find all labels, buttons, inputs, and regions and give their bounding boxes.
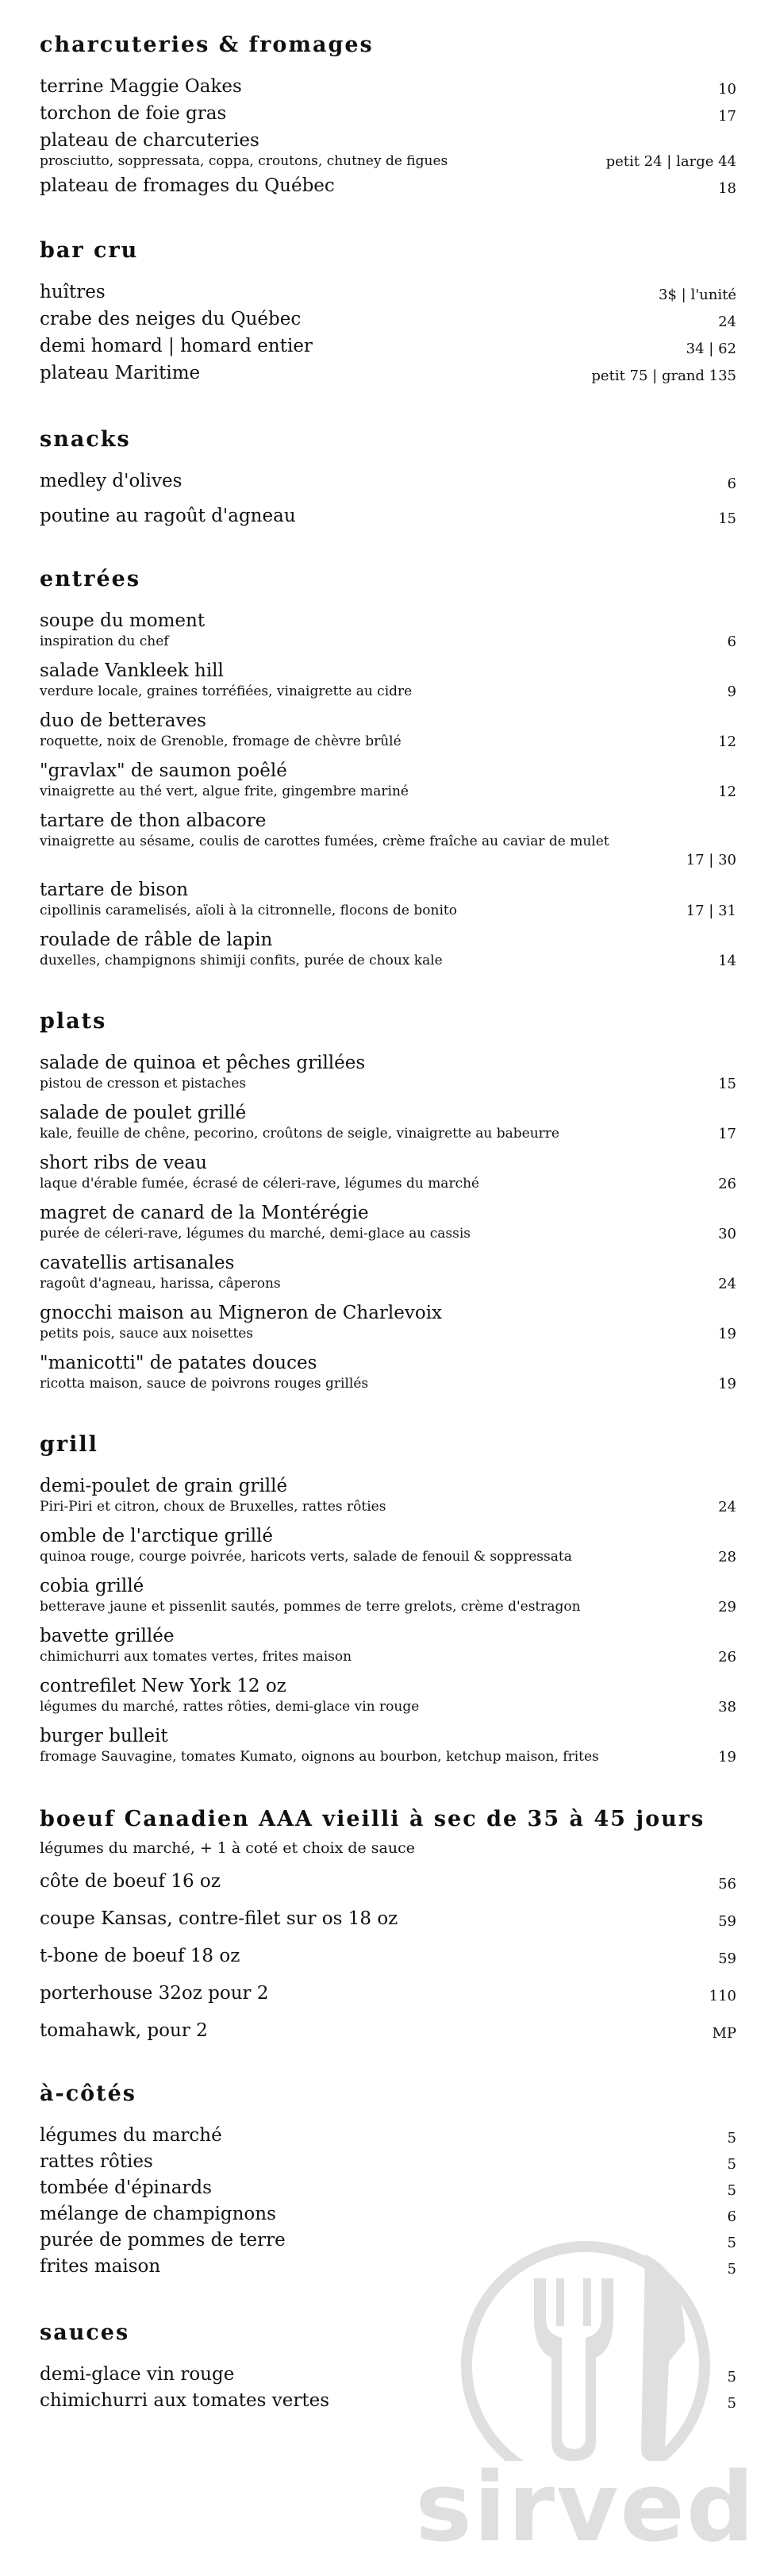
- item-description: inspiration du chef: [40, 633, 169, 649]
- menu-item: [40, 928, 736, 970]
- item-name: tartare de bison: [40, 880, 189, 900]
- item-price: 17 | 30: [686, 852, 736, 868]
- item-description: vinaigrette au sésame, coulis de carottes fumées, crème fraîche au caviar de mulet: [40, 834, 609, 849]
- menu-item: [40, 2176, 736, 2200]
- item-price: 14: [718, 953, 736, 969]
- item-price: 10: [718, 81, 736, 98]
- item-name: burger bulleit: [40, 1726, 168, 1746]
- section-title: plats: [40, 1009, 107, 1034]
- item-name: short ribs de veau: [40, 1153, 207, 1173]
- item-price: 56: [718, 1876, 736, 1893]
- menu-item: [40, 361, 736, 385]
- menu-item: [40, 1351, 736, 1393]
- item-name: chimichurri aux tomates vertes: [40, 2390, 330, 2411]
- menu-item: [40, 1101, 736, 1143]
- item-name: "gravlax" de saumon poêlé: [40, 760, 287, 781]
- item-price: 12: [718, 734, 736, 750]
- item-price: 26: [718, 1176, 736, 1192]
- fork-knife-icon: [415, 2223, 756, 2461]
- item-price: 28: [718, 1549, 736, 1565]
- item-name: plateau de fromages du Québec: [40, 175, 335, 196]
- item-name: tombée d'épinards: [40, 2177, 212, 2198]
- menu-item: [40, 1624, 736, 1666]
- item-description: fromage Sauvagine, tomates Kumato, oignons au bourbon, ketchup maison, frites: [40, 1749, 599, 1765]
- item-price: 17 | 31: [686, 903, 736, 919]
- menu-item: [40, 1201, 736, 1243]
- item-name: poutine au ragoût d'agneau: [40, 506, 296, 526]
- item-price: 5: [727, 2369, 736, 2385]
- item-price: 24: [718, 314, 736, 330]
- item-price: 18: [718, 180, 736, 197]
- item-price: 110: [709, 1988, 736, 2004]
- watermark-text: sirved: [415, 2453, 756, 2563]
- menu-item: [40, 759, 736, 801]
- menu-item: [40, 1301, 736, 1343]
- section-title: bar cru: [40, 238, 139, 263]
- menu-item: [40, 709, 736, 751]
- item-name: duo de betteraves: [40, 710, 206, 731]
- item-name: medley d'olives: [40, 471, 183, 491]
- item-name: huîtres: [40, 282, 106, 302]
- item-description: ragoût d'agneau, harissa, câperons: [40, 1276, 281, 1292]
- item-price: 30: [718, 1226, 736, 1242]
- section-bar-cru: [40, 237, 736, 385]
- item-price: 26: [718, 1649, 736, 1665]
- menu: [40, 32, 736, 2444]
- item-price: 6: [727, 476, 736, 492]
- menu-item: [40, 129, 736, 171]
- section-grill: [40, 1431, 736, 1766]
- item-price: MP: [712, 2025, 736, 2042]
- item-name: soupe du moment: [40, 610, 206, 631]
- item-name: cobia grillé: [40, 1576, 144, 1596]
- item-price: 17: [718, 1126, 736, 1142]
- item-description: petits pois, sauce aux noisettes: [40, 1326, 253, 1342]
- menu-item: [40, 809, 736, 870]
- item-name: plateau Maritime: [40, 363, 201, 383]
- section-charcuteries: [40, 32, 736, 198]
- section-snacks: [40, 426, 736, 528]
- item-price: 24: [718, 1499, 736, 1515]
- item-price: 5: [727, 2130, 736, 2147]
- menu-item: [40, 307, 736, 331]
- item-price: 19: [718, 1376, 736, 1392]
- item-description: vinaigrette au thé vert, algue frite, gingembre mariné: [40, 784, 409, 799]
- menu-item: [40, 609, 736, 651]
- sirved-watermark: [415, 2223, 756, 2563]
- item-name: t-bone de boeuf 18 oz: [40, 1946, 240, 1966]
- item-price: 5: [727, 2261, 736, 2278]
- item-price: 12: [718, 784, 736, 800]
- item-price: 19: [718, 1749, 736, 1765]
- item-name: tartare de thon albacore: [40, 811, 267, 831]
- item-description: laque d'érable fumée, écrasé de céleri-rave, légumes du marché: [40, 1176, 480, 1192]
- menu-item: [40, 174, 736, 198]
- menu-item: [40, 1907, 736, 1931]
- item-price: 5: [727, 2235, 736, 2251]
- section-boeuf: [40, 1806, 736, 2043]
- item-name: torchon de foie gras: [40, 103, 227, 124]
- item-name: plateau de charcuteries: [40, 130, 259, 151]
- menu-item: [40, 1981, 736, 2005]
- item-name: "manicotti" de patates douces: [40, 1353, 317, 1373]
- menu-item: [40, 1869, 736, 1893]
- item-name: demi homard | homard entier: [40, 336, 313, 356]
- menu-item: [40, 1251, 736, 1293]
- item-price: petit 75 | grand 135: [591, 368, 736, 384]
- item-name: contrefilet New York 12 oz: [40, 1676, 286, 1696]
- menu-item: [40, 1051, 736, 1093]
- item-description: cipollinis caramelisés, aïoli à la citronnelle, flocons de bonito: [40, 903, 457, 918]
- item-name: rattes rôties: [40, 2151, 153, 2172]
- item-price: 5: [727, 2395, 736, 2412]
- item-description: prosciutto, soppressata, coppa, croutons, chutney de figues: [40, 153, 448, 169]
- item-description: duxelles, champignons shimiji confits, purée de choux kale: [40, 953, 443, 968]
- item-name: gnocchi maison au Migneron de Charlevoix: [40, 1303, 443, 1323]
- item-name: magret de canard de la Montérégie: [40, 1203, 369, 1223]
- section-plats: [40, 1008, 736, 1393]
- item-name: terrine Maggie Oakes: [40, 76, 242, 97]
- menu-item: [40, 2150, 736, 2174]
- item-name: légumes du marché: [40, 2125, 222, 2146]
- menu-item: [40, 1474, 736, 1516]
- item-name: frites maison: [40, 2256, 161, 2277]
- item-price: 5: [727, 2182, 736, 2199]
- menu-item: [40, 2124, 736, 2147]
- item-price: 9: [727, 683, 736, 700]
- item-description: quinoa rouge, courge poivrée, haricots verts, salade de fenouil & soppressata: [40, 1549, 572, 1565]
- item-name: coupe Kansas, contre-filet sur os 18 oz: [40, 1908, 398, 1929]
- item-price: 59: [718, 1913, 736, 1930]
- menu-item: [40, 75, 736, 98]
- item-name: porterhouse 32oz pour 2: [40, 1983, 269, 2004]
- menu-item: [40, 334, 736, 358]
- menu-item: [40, 1724, 736, 1766]
- item-description: betterave jaune et pissenlit sautés, pommes de terre grelots, crème d'estragon: [40, 1599, 581, 1615]
- item-price: 15: [718, 510, 736, 527]
- item-description: verdure locale, graines torréfiées, vinaigrette au cidre: [40, 683, 413, 699]
- menu-item: [40, 102, 736, 125]
- menu-item: [40, 1674, 736, 1716]
- item-name: côte de boeuf 16 oz: [40, 1871, 221, 1892]
- item-price: 6: [727, 633, 736, 650]
- item-price: 38: [718, 1699, 736, 1715]
- section-title: à-côtés: [40, 2081, 136, 2106]
- menu-item: [40, 504, 736, 528]
- menu-item: [40, 1524, 736, 1566]
- section-subtitle: légumes du marché, + 1 à coté et choix de sauce: [40, 1839, 416, 1857]
- section-title: boeuf Canadien AAA vieilli à sec de 35 à 45 jours: [40, 1807, 705, 1831]
- item-price: 15: [718, 1076, 736, 1092]
- item-description: ricotta maison, sauce de poivrons rouges grillés: [40, 1376, 369, 1392]
- item-name: omble de l'arctique grillé: [40, 1526, 274, 1546]
- section-title: entrées: [40, 567, 141, 591]
- item-name: salade de quinoa et pêches grillées: [40, 1053, 366, 1073]
- item-price: 6: [727, 2208, 736, 2225]
- item-description: Piri-Piri et citron, choux de Bruxelles, rattes rôties: [40, 1499, 386, 1515]
- item-description: chimichurri aux tomates vertes, frites maison: [40, 1649, 352, 1665]
- item-price: 59: [718, 1950, 736, 1967]
- item-name: tomahawk, pour 2: [40, 2020, 208, 2041]
- item-price: 29: [718, 1599, 736, 1615]
- section-entrees: [40, 566, 736, 970]
- item-name: demi-glace vin rouge: [40, 2364, 235, 2385]
- section-title: sauces: [40, 2320, 130, 2345]
- menu-item: [40, 1944, 736, 1968]
- section-title: charcuteries & fromages: [40, 33, 374, 57]
- item-name: demi-poulet de grain grillé: [40, 1476, 288, 1496]
- item-price: 24: [718, 1276, 736, 1292]
- menu-item: [40, 2019, 736, 2043]
- menu-item: [40, 280, 736, 304]
- menu-item: [40, 1151, 736, 1193]
- item-description: roquette, noix de Grenoble, fromage de chèvre brûlé: [40, 734, 402, 749]
- menu-item: [40, 1574, 736, 1616]
- section-title: grill: [40, 1432, 98, 1457]
- section-title: snacks: [40, 427, 131, 452]
- item-name: bavette grillée: [40, 1626, 175, 1646]
- item-price: 17: [718, 108, 736, 125]
- item-description: légumes du marché, rattes rôties, demi-glace vin rouge: [40, 1699, 420, 1715]
- menu-item: [40, 878, 736, 920]
- item-name: salade Vankleek hill: [40, 660, 224, 681]
- item-name: salade de poulet grillé: [40, 1103, 247, 1123]
- item-price: 3$ | l'unité: [659, 287, 736, 303]
- item-description: purée de céleri-rave, légumes du marché, demi-glace au cassis: [40, 1226, 471, 1242]
- item-price: petit 24 | large 44: [605, 153, 736, 170]
- menu-item: [40, 469, 736, 493]
- item-price: 19: [718, 1326, 736, 1342]
- item-name: crabe des neiges du Québec: [40, 309, 302, 329]
- item-name: roulade de râble de lapin: [40, 930, 273, 950]
- item-name: mélange de champignons: [40, 2204, 276, 2224]
- menu-item: [40, 659, 736, 701]
- item-name: cavatellis artisanales: [40, 1253, 235, 1273]
- item-description: kale, feuille de chêne, pecorino, croûtons de seigle, vinaigrette au babeurre: [40, 1126, 559, 1142]
- item-description: pistou de cresson et pistaches: [40, 1076, 247, 1092]
- item-price: 5: [727, 2156, 736, 2173]
- item-price: 34 | 62: [686, 341, 736, 357]
- item-name: purée de pommes de terre: [40, 2230, 286, 2251]
